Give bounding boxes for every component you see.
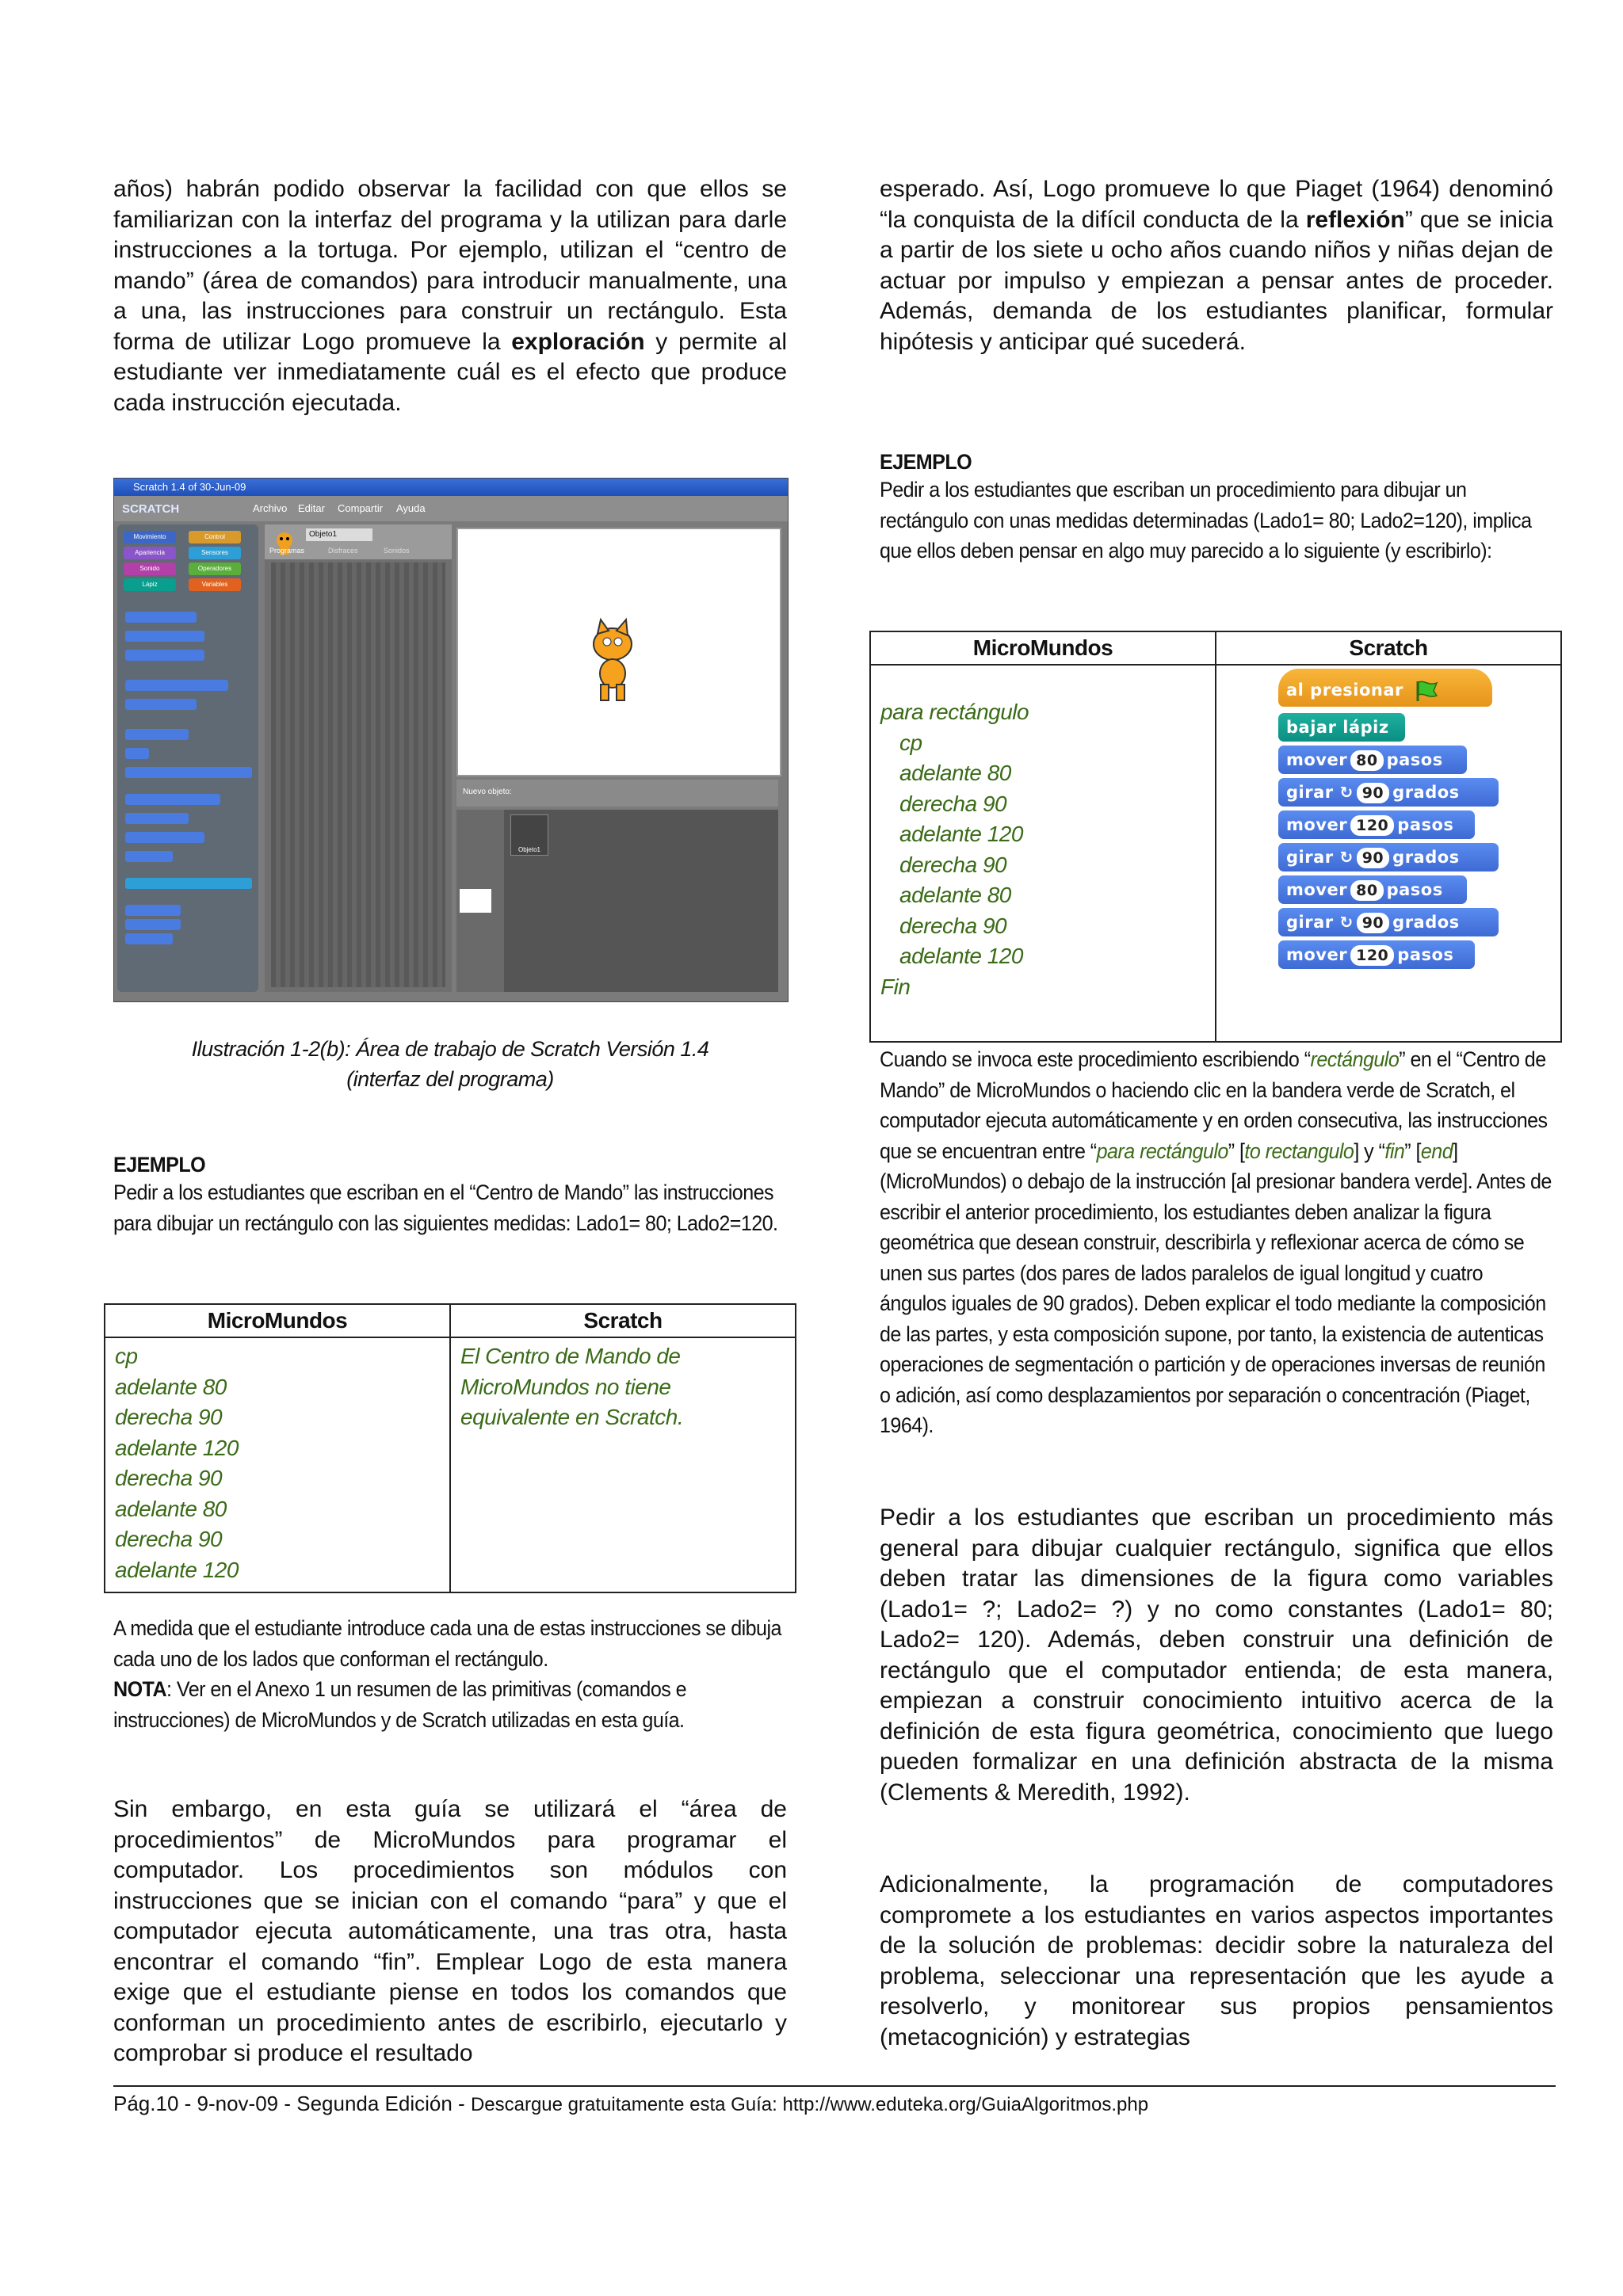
right-paragraph-3-wrap bbox=[880, 1503, 1553, 1808]
tab-sonidos: Sonidos bbox=[384, 547, 410, 555]
mm-line: derecha 90 bbox=[115, 1466, 223, 1490]
category-lapiz: Lápiz bbox=[124, 578, 176, 591]
palette-block bbox=[125, 631, 204, 642]
left-paragraph-1: años) habrán podido observar la facilidad con que ellos se familiarizan con la interfaz del programa y la utilizan para darle instrucciones a la tortuga. Por ejemplo, utilizan el “centro de mando” (área de comandos) para introducir manualmente, una a una, las instrucciones para construir un rectángulo. Esta forma de utilizar Logo promueve la exploración y permite al estudiante ver inmediatamente cuál es el efecto que produce cada instrucción ejecutada. bbox=[113, 176, 788, 416]
category-sensores: Sensores bbox=[189, 547, 241, 559]
right-ejemplo-text: Pedir a los estudiantes que escriban un procedimiento para dibujar un rectángulo con unas medidas determinadas (Lado1= 80; Lado2=120), implica que ellos deben pensar en algo muy parecido a lo siguiente (y escribirlo): bbox=[880, 478, 1532, 563]
left-column bbox=[113, 174, 787, 418]
block-turn: girar ↻ 90 grados bbox=[1278, 843, 1499, 871]
nota-text: : Ver en el Anexo 1 un resumen de las primitivas (comandos e instrucciones) de MicroMundos y de Scratch utilizadas en esta guía. bbox=[113, 1677, 687, 1732]
left-table-scratch-cell bbox=[450, 1337, 796, 1592]
nota-label: NOTA bbox=[113, 1677, 167, 1701]
mm-line: derecha 90 bbox=[115, 1405, 223, 1429]
mm-line: adelante 120 bbox=[115, 1557, 239, 1582]
block-move: mover 120 pasos bbox=[1278, 940, 1475, 969]
palette-block bbox=[125, 933, 173, 944]
left-ejemplo-text: Pedir a los estudiantes que escriban en el “Centro de Mando” las instrucciones para dibujar un rectángulo con las siguientes medidas: Lado1= 80; Lado2=120. bbox=[113, 1180, 778, 1235]
hat-block-label: al presionar bbox=[1286, 681, 1403, 700]
footer-main-text: Pág.10 - 9-nov-09 - Segunda Edición - bbox=[113, 2092, 471, 2115]
palette-block bbox=[125, 729, 189, 740]
left-final-paragraph: Sin embargo, en esta guía se utilizará el “área de procedimientos” de MicroMundos para programar el computador. Los procedimientos son módulos con instrucciones que se inician con el comando “para” y que el computador ejecuta automáticamente, una tras otra, hasta encontrar el comando “fin”. Emplear Logo de esta manera exige que el estudiante piense en todos los comandos que conforman un procedimiento antes de escribirlo, ejecutarlo y comprobar si produce el resultado bbox=[113, 1796, 787, 2066]
mm-proc-end: Fin bbox=[880, 974, 911, 999]
stage bbox=[456, 528, 781, 776]
menu-editar: Editar bbox=[298, 502, 325, 514]
caption-line-1: Ilustración 1-2(b): Área de trabajo de Scratch Versión 1.4 bbox=[191, 1037, 709, 1061]
block-pen-down: bajar lápiz bbox=[1278, 713, 1405, 742]
mm-line: adelante 80 bbox=[115, 1374, 227, 1399]
sprite-list bbox=[456, 810, 778, 992]
sprite-thumbnail-label: Objeto1 bbox=[517, 846, 541, 853]
scratch-no-equivalent-text: El Centro de Mando de MicroMundos no tiene equivalente en Scratch. bbox=[460, 1344, 684, 1429]
mm-line: derecha 90 bbox=[899, 791, 1007, 816]
left-nota bbox=[113, 1674, 788, 1735]
category-movimiento: Movimiento bbox=[124, 531, 176, 543]
block-turn: girar ↻ 90 grados bbox=[1278, 778, 1499, 807]
right-table-header-micromundos: MicroMundos bbox=[870, 631, 1216, 665]
green-flag-icon bbox=[1415, 680, 1438, 702]
left-table-header-micromundos: MicroMundos bbox=[105, 1304, 450, 1337]
block-move: mover 80 pasos bbox=[1278, 746, 1467, 774]
palette-block bbox=[125, 612, 197, 623]
mm-line: cp bbox=[899, 730, 922, 755]
mm-line: derecha 90 bbox=[899, 852, 1007, 877]
category-operadores: Operadores bbox=[189, 563, 241, 575]
stage-thumbnail-column bbox=[456, 810, 504, 992]
scratch-logo: SCRATCH bbox=[122, 502, 180, 516]
block-when-flag-clicked bbox=[1278, 669, 1492, 707]
mm-line: adelante 80 bbox=[115, 1496, 227, 1521]
right-paragraph-4: Adicionalmente, la programación de computadores compromete a los estudiantes en varios aspectos importantes de la solución de problemas: decidir sobre la naturaleza del problema, seleccionar una representación que les ayude a resolverlo, y monitorear sus propios pensamientos (metacognición) y estrategias bbox=[880, 1871, 1553, 2050]
palette-block bbox=[125, 813, 189, 824]
right-explanation bbox=[880, 1044, 1553, 1441]
menu-ayuda: Ayuda bbox=[396, 502, 426, 514]
scratch-cat-icon bbox=[577, 616, 648, 704]
sprite-info-bar bbox=[265, 524, 452, 559]
tab-programas: Programas bbox=[269, 547, 305, 555]
palette-block bbox=[125, 919, 181, 930]
palette-block bbox=[125, 748, 149, 759]
category-apariencia: Apariencia bbox=[124, 547, 176, 559]
palette-block bbox=[125, 794, 220, 805]
scratch-script bbox=[1278, 669, 1516, 1017]
right-table-mm-cell bbox=[870, 665, 1216, 1042]
scripts-area bbox=[265, 524, 452, 992]
category-control: Control bbox=[189, 531, 241, 543]
left-comparison-table bbox=[104, 1303, 796, 1593]
tab-disfraces: Disfraces bbox=[328, 547, 358, 555]
left-after-table bbox=[113, 1613, 787, 1735]
sprite-name-field: Objeto1 bbox=[306, 528, 372, 541]
palette-block bbox=[125, 767, 252, 778]
screenshot-menubar bbox=[114, 496, 788, 521]
mm-line: adelante 120 bbox=[115, 1435, 239, 1460]
palette-block bbox=[125, 905, 181, 916]
left-ejemplo-heading: EJEMPLO bbox=[113, 1153, 206, 1177]
right-ejemplo-heading: EJEMPLO bbox=[880, 450, 972, 474]
new-sprite-label: Nuevo objeto: bbox=[463, 788, 512, 796]
right-table-header-scratch: Scratch bbox=[1216, 631, 1561, 665]
left-table-mm-cell bbox=[105, 1337, 450, 1592]
caption-line-2: (interfaz del programa) bbox=[346, 1067, 554, 1091]
mm-line: derecha 90 bbox=[899, 913, 1007, 938]
stage-thumbnail bbox=[460, 889, 491, 913]
mm-line: adelante 120 bbox=[899, 822, 1023, 846]
figure-caption bbox=[113, 1034, 787, 1094]
left-final-paragraph-wrap bbox=[113, 1794, 787, 2069]
right-column bbox=[880, 174, 1553, 357]
block-move: mover 120 pasos bbox=[1278, 810, 1475, 839]
footer-download-link-text: Descargue gratuitamente esta Guía: http://www.eduteka.org/GuiaAlgoritmos.php bbox=[470, 2094, 1149, 2115]
left-ejemplo bbox=[113, 1153, 787, 1238]
scratch-interface-screenshot bbox=[113, 478, 789, 1002]
category-sonido: Sonido bbox=[124, 563, 176, 575]
right-table-scratch-cell bbox=[1216, 665, 1561, 1042]
palette-block bbox=[125, 650, 204, 661]
right-paragraph-1: esperado. Así, Logo promueve lo que Piaget (1964) denominó “la conquista de la difícil conducta de la reflexión” que se inicia a partir de los siete u ocho años cuando niños y niñas dejan de actuar por impulso y empiezan a pensar antes de proceder. Además, demanda de los estudiantes planificar, formular hipótesis y anticipar qué sucederá. bbox=[880, 176, 1553, 355]
screenshot-titlebar: Scratch 1.4 of 30-Jun-09 bbox=[114, 479, 788, 496]
right-ejemplo bbox=[880, 450, 1553, 566]
blocks-palette bbox=[117, 524, 258, 992]
palette-block bbox=[125, 832, 204, 843]
palette-block bbox=[125, 680, 228, 691]
page-footer bbox=[113, 2085, 1556, 2116]
mm-line: cp bbox=[115, 1344, 138, 1368]
mm-line: derecha 90 bbox=[115, 1527, 223, 1551]
mm-proc-start: para rectángulo bbox=[880, 700, 1029, 724]
right-paragraph-3: Pedir a los estudiantes que escriban un procedimiento más general para dibujar cualquier rectángulo, significa que ellos deben tratar las dimensiones de la figura como variables (Lado1= ?; Lado2= ?) y no como constantes (Lado1= 80; Lado2= 120). Además, deben construir una definición de rectángulo que el computador entienda; de esta manera, empiezan a construir conocimiento intuitivo acerca de la definición de esta figura geométrica, conocimiento que luego pueden formalizar en una definición abstracta de la misma (Clements & Meredith, 1992). bbox=[880, 1505, 1553, 1806]
palette-block bbox=[125, 851, 173, 862]
menu-archivo: Archivo bbox=[253, 502, 288, 514]
mm-line: adelante 120 bbox=[899, 944, 1023, 968]
scripts-canvas bbox=[271, 563, 445, 987]
block-turn: girar ↻ 90 grados bbox=[1278, 908, 1499, 936]
mm-line: adelante 80 bbox=[899, 761, 1011, 785]
new-sprite-bar bbox=[456, 780, 778, 807]
right-paragraph-4-wrap bbox=[880, 1870, 1553, 2053]
menu-compartir: Compartir bbox=[338, 502, 384, 514]
category-variables: Variables bbox=[189, 578, 241, 591]
right-comparison-table bbox=[869, 631, 1562, 1043]
left-after-table-text: A medida que el estudiante introduce cada una de estas instrucciones se dibuja cada uno de los lados que conforman el rectángulo. bbox=[113, 1616, 781, 1671]
mm-line: adelante 80 bbox=[899, 883, 1011, 907]
right-explanation-text: Cuando se invoca este procedimiento escribiendo “rectángulo” en el “Centro de Mando” de MicroMundos o haciendo clic en la bandera verde de Scratch, el computador ejecuta automáticamente y en orden consecutiva, las instrucciones que se encuentran entre “para rectángulo” [to rectangulo] y “fin” [end] (MicroMundos) o debajo de la instrucción [al presionar bandera verde]. Antes de escribir el anterior procedimiento, los estudiantes deben analizar la figura geométrica que desean construir, describirla y reflexionar acerca de cómo se unen sus partes (dos pares de lados paralelos de igual longitud y cuatro ángulos iguales de 90 grados). Deben explicar el todo mediante la composición de las partes, y esta composición supone, por tanto, la existencia de autenticas operaciones de segmentación o partición y de operaciones inversas de reunión o adición, así como desplazamientos por separación o concentración (Piaget, 1964). bbox=[880, 1047, 1552, 1437]
block-move: mover 80 pasos bbox=[1278, 875, 1467, 904]
left-table-header-scratch: Scratch bbox=[450, 1304, 796, 1337]
palette-block bbox=[125, 878, 252, 889]
sprite-thumbnail bbox=[510, 814, 548, 856]
palette-block bbox=[125, 699, 197, 710]
